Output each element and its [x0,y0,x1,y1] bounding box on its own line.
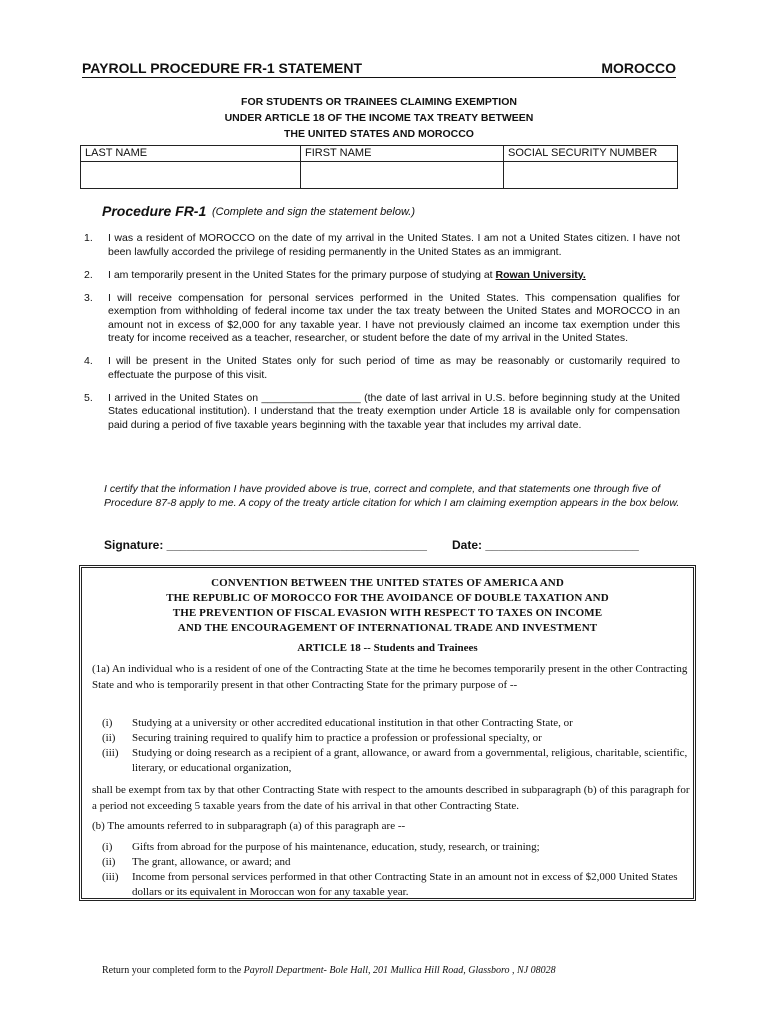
ssn-cell[interactable] [504,146,677,188]
subtitle-line-2: UNDER ARTICLE 18 OF THE INCOME TAX TREATY BETWEEN [224,112,534,124]
page-header [82,60,676,78]
date-line[interactable]: Date: _______________________ [452,538,639,552]
signature-line[interactable]: Signature: _______________________________________ [104,538,427,552]
item-number: 3. [84,291,93,304]
roman-numeral: (iii) [102,871,119,883]
list-item-text: Studying at a university or other accredited educational institution in that other Contracting State, or [132,717,573,729]
subtitle [82,94,676,142]
last-name-cell[interactable] [81,146,301,188]
convention-line-4: AND THE ENCOURAGEMENT OF INTERNATIONAL TRADE AND INVESTMENT [177,622,598,634]
item-number: 4. [84,355,93,367]
list-item [92,855,688,870]
first-name-label: FIRST NAME [301,146,503,162]
item-text: I will receive compensation for personal services performed in the United States. This compensation qualifies for exemption from withholding of federal income tax under the tax treaty between the United States and MOROCCO in an amount not in excess of $2,000 for any taxable year. I have not previously claimed an income tax exemption under this treaty for income received as a teacher, researcher, or student before the date of my arrival in the United States. [108,291,680,344]
footer-address: Payroll Department- Bole Hall, 201 Mullica Hill Road, Glassboro , NJ 08028 [243,965,556,976]
roman-numeral: (ii) [102,732,116,744]
item-text: I am temporarily present in the United States for the primary purpose of studying at [108,268,493,281]
certification-text: I certify that the information I have provided above is true, correct and complete, and that statements one through five of Procedure 87-8 apply to me. A copy of the treaty article citation for which I am claiming exemption appears in the box below. [104,483,680,509]
form-title: PAYROLL PROCEDURE FR-1 STATEMENT [82,60,363,76]
first-name-cell[interactable] [301,146,504,188]
convention-line-3: THE PREVENTION OF FISCAL EVASION WITH RESPECT TO TAXES ON INCOME [172,607,603,619]
country-title: MOROCCO [601,60,676,76]
statement-item [84,232,680,259]
statement-item [84,355,680,382]
list-item [92,870,688,900]
statement-item [84,269,680,283]
list-item-text: The grant, allowance, or award; and [132,856,291,868]
list-item-text: Gifts from abroad for the purpose of his maintenance, education, study, research, or training; [132,841,540,853]
list-item [92,716,688,731]
roman-numeral: (iii) [102,747,119,759]
roman-numeral: (ii) [102,856,116,868]
item-text: I will be present in the United States only for such period of time as may be reasonably or customarily required to effectuate the purpose of this visit. [108,355,680,381]
list-item-text: Securing training required to qualify him to practice a profession or professional specialty, or [132,732,542,744]
treaty-box [79,565,696,901]
list-item [92,731,688,746]
convention-line-2: THE REPUBLIC OF MOROCCO FOR THE AVOIDANCE OF DOUBLE TAXATION AND [166,592,609,604]
item-number: 1. [84,232,93,244]
list-item-text: Income from personal services performed in that other Contracting State in an amount not in excess of $2,000 United States dollars or its equivalent in Moroccan won for any taxable year. [132,871,678,898]
procedure-note: (Complete and sign the statement below.) [212,206,416,218]
subparagraph-b-list [92,840,688,900]
subtitle-line-3: THE UNITED STATES AND MOROCCO [284,128,474,140]
item-number: 2. [84,268,93,281]
statement-item [84,292,680,346]
list-item [92,840,688,855]
last-name-label: LAST NAME [81,146,300,162]
item-text: I was a resident of MOROCCO on the date of my arrival in the United States. I am not a United States citizen. I have not been lawfully accorded the privilege of residing permanently in the United States as an immigrant. [108,232,680,258]
item-text: I arrived in the United States on _________________ (the date of last arrival in U.S. before beginning study at the United States educational institution). I understand that the treaty exemption under Article 18 is available only for compensation paid during a period of five taxable years beginning with the taxable year that includes my arrival date. [108,391,680,431]
procedure-title: Procedure FR-1 [102,203,207,219]
footer [102,965,556,976]
convention-title [82,576,693,636]
article-title: ARTICLE 18 -- Students and Trainees [297,642,478,654]
exemption-paragraph: shall be exempt from tax by that other Contracting State with respect to the amounts described in subparagraph (b) of this paragraph for a period not exceeding 5 taxable years from the date of his arrival in that other Contracting State. [92,784,690,812]
paragraph-1a: (1a) An individual who is a resident of one of the Contracting State at the time he becomes temporarily present in the other Contracting State and who is temporarily present in that other Contracting State for the primary purpose of -- [92,663,688,691]
convention-line-1: CONVENTION BETWEEN THE UNITED STATES OF AMERICA AND [211,577,564,589]
subtitle-line-1: FOR STUDENTS OR TRAINEES CLAIMING EXEMPTION [241,96,517,108]
university-name: Rowan University. [495,268,586,281]
item-number: 5. [84,391,93,404]
list-item-text: Studying or doing research as a recipient of a grant, allowance, or award from a governmental, religious, charitable, scientific, literary, or educational organization, [132,747,688,774]
subparagraph-a-list [92,716,688,776]
footer-prefix: Return your completed form to the [102,965,242,976]
ssn-label: SOCIAL SECURITY NUMBER [504,146,677,162]
statement-list [84,232,680,442]
statement-item [84,392,680,433]
paragraph-b: (b) The amounts referred to in subparagraph (a) of this paragraph are -- [92,820,406,832]
roman-numeral: (i) [102,717,113,729]
roman-numeral: (i) [102,841,113,853]
list-item [92,746,688,776]
name-table [80,145,678,189]
